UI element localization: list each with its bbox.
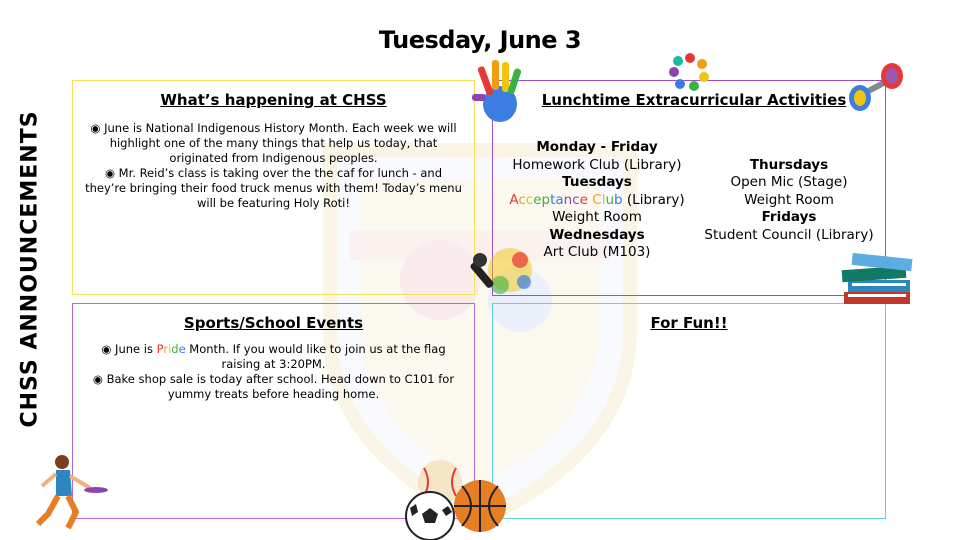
- sports-bullets: [73, 342, 474, 402]
- sports-bullet-1: ◉ June is Pride Month. If you would like to join us at the flag raising at 3:20PM.: [101, 342, 446, 371]
- runner-icon: [28, 452, 112, 532]
- fun-panel: [492, 303, 886, 519]
- happening-bullet-2-text: Mr. Reid’s class is taking over the the caf for lunch - and they’re bringing their food truck menus with them! Today’s menu will be featuring Holy Roti!: [85, 166, 462, 210]
- sports-bullet-2: ◉ Bake shop sale is today after school. Head down to C101 for yummy treats before heading home.: [92, 372, 455, 401]
- happening-bullet-1: ◉ June is National Indigenous History Month. Each week we will highlight one of the many things that help us today, that originated from Indigenous peoples.: [90, 121, 457, 165]
- day-wednesdays: Wednesdays: [549, 226, 645, 243]
- books-icon: [838, 248, 918, 312]
- activity-open-mic: Open Mic (Stage): [730, 174, 848, 190]
- happening-bullet-1-text: June is National Indigenous History Month. Each week we will highlight one of the many things that help us today, that originated from Indigenous peoples.: [104, 121, 457, 165]
- sports-balls-icon: [402, 460, 508, 540]
- happening-bullets: [73, 121, 474, 211]
- activity-weight-room: Weight Room: [552, 209, 642, 225]
- microphone-icon: [470, 240, 536, 302]
- activity-weight-room-2: Weight Room: [744, 191, 834, 208]
- activity-acceptance: Acceptance Club (Library): [509, 191, 685, 208]
- happening-title: What’s happening at CHSS: [160, 91, 387, 109]
- sidebar-title: [2, 110, 58, 428]
- activity-student-council: Student Council (Library): [704, 226, 874, 243]
- dumbbell-icon: [846, 62, 906, 114]
- unity-circle-icon: [668, 50, 712, 92]
- page-date: Tuesday, June 3: [378, 26, 582, 54]
- handprint-icon: [470, 56, 530, 128]
- lunch-column-right: [689, 157, 889, 245]
- fun-title: For Fun!!: [650, 314, 728, 332]
- happening-panel: [72, 80, 475, 295]
- activity-art: Art Club (M103): [543, 244, 651, 260]
- lunch-title: Lunchtime Extracurricular Activities: [541, 91, 847, 109]
- day-thursdays: Thursdays: [749, 156, 829, 173]
- day-tuesdays: Tuesdays: [562, 174, 632, 190]
- lunch-panel: [492, 80, 886, 296]
- activity-homework: Homework Club (Library): [512, 156, 682, 173]
- day-fridays: Fridays: [761, 209, 817, 225]
- sports-title: Sports/School Events: [183, 314, 364, 332]
- day-mon-fri: Monday - Friday: [536, 139, 658, 155]
- sidebar-title-text: CHSS ANNOUNCEMENTS: [17, 110, 43, 428]
- happening-bullet-2: ◉ Mr. Reid’s class is taking over the the caf for lunch - and they’re bringing their food truck menus with them! Today’s menu will be featuring Holy Roti!: [85, 166, 462, 210]
